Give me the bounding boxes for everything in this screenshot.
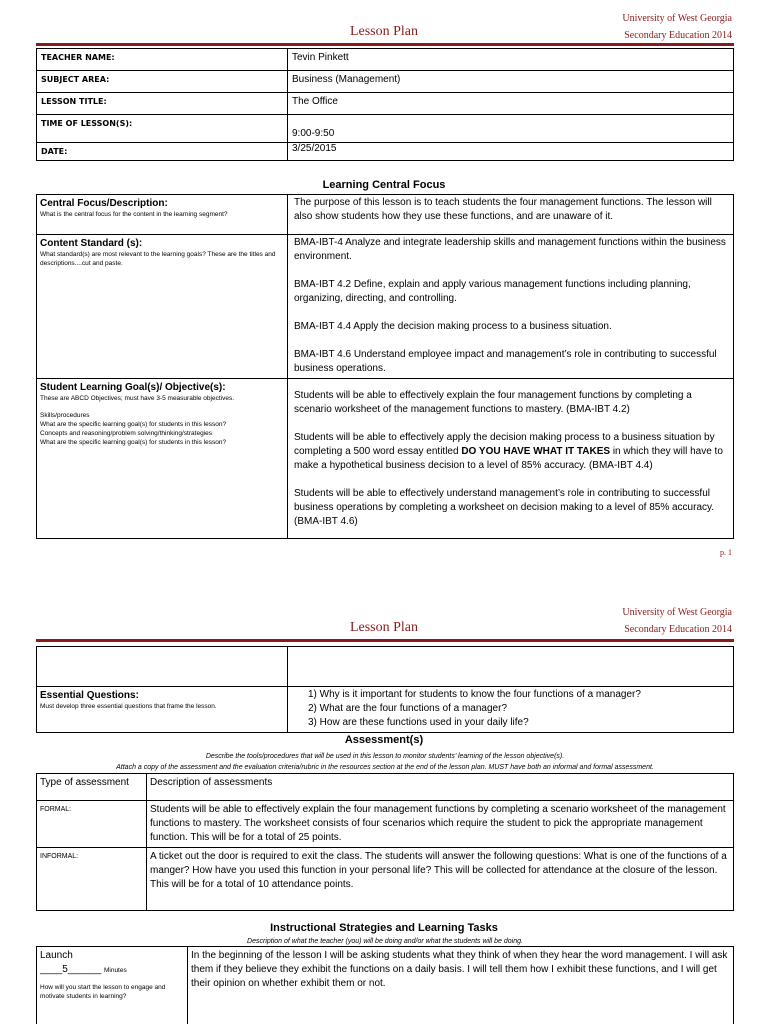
objectives-hint: These are ABCD Objectives; must have 3-5 measurable objectives.: [40, 395, 235, 402]
central-focus-label-cell: [37, 195, 288, 235]
university-name: University of West Georgia: [622, 607, 732, 618]
essential-questions-label-cell: [37, 687, 288, 733]
info-value: Tevin Pinkett: [288, 49, 734, 71]
empty-cell: [37, 647, 288, 687]
lesson-info-table: [36, 48, 734, 161]
central-focus-hint: What is the central focus for the content in the learning segment?: [40, 211, 228, 218]
instructional-heading: Instructional Strategies and Learning Tasks: [270, 922, 498, 934]
objective-paragraph: Students will be able to effectively explain the four management functions by completing a scenario worksheet of the management functions to mastery. (BMA-IBT 4.2): [294, 390, 692, 415]
header-rule: [36, 639, 734, 642]
info-row-title: [37, 93, 734, 115]
essential-questions-list-cell: [288, 687, 734, 733]
objectives-hint: What are the specific learning goal(s) for students in this lesson?: [40, 421, 227, 428]
info-row-teacher: [37, 49, 734, 71]
central-focus-text: The purpose of this lesson is to teach students the four management functions. The lesson will also show students how they use these functions, and are unaware of it.: [288, 195, 734, 235]
info-value: 3/25/2015: [288, 143, 734, 161]
standard-paragraph: BMA-IBT-4 Analyze and integrate leadership skills and management functions within the business environment.: [294, 237, 726, 262]
objectives-label: Student Learning Goal(s)/ Objective(s):: [40, 382, 226, 393]
objectives-hint: Concepts and reasoning/problem solving/thinking/strategies: [40, 430, 212, 437]
assessment-formal-label: FORMAL:: [37, 801, 147, 848]
launch-row: [37, 947, 734, 1024]
assessment-informal-text: A ticket out the door is required to exit the class. The students will answer the following questions: What is one of the functions of a manger? How have you used this function in your personal life? This will be collected for attendance at the closure of the lesson. This will be for a total of 10 attendance points.: [147, 848, 734, 911]
standard-paragraph: BMA-IBT 4.2 Define, explain and apply various management functions including planning, organizing, directing, and controlling.: [294, 279, 691, 304]
assessment-note: Attach a copy of the assessment and the evaluation criteria/rubric in the resources section at the end of the lesson plan. MUST have both an informal and formal assessment.: [116, 764, 654, 771]
assessment-heading: Assessment(s): [344, 734, 424, 746]
info-label: TIME OF LESSON(S):: [37, 115, 288, 143]
essential-questions-hint: Must develop three essential questions that frame the lesson.: [40, 703, 217, 710]
assessment-col-type: Type of assessment: [37, 774, 147, 801]
info-label: LESSON TITLE:: [37, 93, 288, 115]
content-standard-hint: What standard(s) are most relevant to the learning goals? These are the titles and descriptions....cut and paste.: [40, 251, 276, 267]
info-value: Business (Management): [288, 71, 734, 93]
document-title: Lesson Plan: [349, 620, 419, 635]
objectives-hint: Skills/procedures: [40, 412, 90, 419]
info-row-date: [37, 143, 734, 161]
assessment-informal-label: INFORMAL:: [37, 848, 147, 911]
content-standard-row: [37, 235, 734, 379]
objective-text: Students will be able to effectively apply the decision making process to a business situation by completing a 500 word essay entitled: [294, 432, 715, 457]
minutes-value: ____5______: [40, 964, 102, 975]
assessment-informal-row: [37, 848, 734, 911]
info-row-subject: [37, 71, 734, 93]
objectives-text: [288, 379, 734, 539]
essential-questions-label: Essential Questions:: [40, 690, 139, 701]
launch-label: Launch: [40, 950, 73, 961]
objective-text: in which they will have to make a hypothetical business decision to a level of 85% accuracy. (BMA-IBT 4.4): [294, 446, 723, 471]
empty-cell: [288, 647, 734, 687]
central-focus-heading: Learning Central Focus: [322, 179, 446, 191]
program-name: Secondary Education 2014: [624, 30, 732, 41]
assessment-formal-row: [37, 801, 734, 848]
central-focus-label: Central Focus/Description:: [40, 198, 168, 209]
content-standard-label: Content Standard (s):: [40, 238, 143, 249]
header-rule: [36, 43, 734, 46]
assessment-header-row: [37, 774, 734, 801]
program-name: Secondary Education 2014: [624, 624, 732, 635]
page-gap: [0, 580, 768, 592]
objectives-label-cell: [37, 379, 288, 539]
page-number: p. 1: [720, 548, 732, 557]
launch-text: In the beginning of the lesson I will be asking students what they think of when they hear the word management. I will ask them if they believe they exhibit the functions on a daily basis. I will tell them how I exhibit these functions, and I will get their opinion on whether exhibit them or not.: [188, 947, 734, 1024]
essential-questions-row: [37, 687, 734, 733]
assessment-col-description: Description of assessments: [147, 774, 734, 801]
essential-questions-table: [36, 646, 734, 733]
central-focus-table: [36, 194, 734, 539]
launch-label-cell: [37, 947, 188, 1024]
university-name: University of West Georgia: [622, 13, 732, 24]
essential-question: 1) Why is it important for students to know the four functions of a manager?: [308, 689, 641, 700]
instructional-table: [36, 946, 734, 1024]
page-2: [0, 592, 768, 1024]
essential-questions-list: [308, 688, 729, 730]
objectives-row: [37, 379, 734, 539]
content-standard-label-cell: [37, 235, 288, 379]
assessment-table: [36, 773, 734, 911]
assessment-formal-text: Students will be able to effectively explain the four management functions by completing a scenario worksheet of the management functions to mastery. The worksheet consists of four scenarios which require the student to pick the appropriate management function. This will be for a total of 25 points.: [147, 801, 734, 848]
central-focus-row: [37, 195, 734, 235]
info-label: DATE:: [37, 143, 288, 161]
objective-paragraph: [294, 431, 729, 473]
info-label: SUBJECT AREA:: [37, 71, 288, 93]
info-label: TEACHER NAME:: [37, 49, 288, 71]
content-standard-text: [288, 235, 734, 379]
launch-minutes: [40, 963, 184, 977]
info-row-time: [37, 115, 734, 143]
instructional-note: Description of what the teacher (you) will be doing and/or what the students will be doing.: [247, 938, 523, 945]
objective-paragraph: Students will be able to effectively understand management’s role in contributing to successful business operations by completing a worksheet on decision making to a level of 85% accuracy. (BMA-IBT 4.6): [294, 488, 715, 527]
standard-paragraph: BMA-IBT 4.6 Understand employee impact and management’s role in contributing to successful business operations.: [294, 349, 717, 374]
empty-row: [37, 647, 734, 687]
document-title: Lesson Plan: [349, 24, 419, 39]
info-value: 9:00-9:50: [288, 115, 734, 143]
essential-question: 3) How are these functions used in your daily life?: [308, 717, 529, 728]
essay-title: DO YOU HAVE WHAT IT TAKES: [461, 446, 611, 457]
standard-paragraph: BMA-IBT 4.4 Apply the decision making process to a business situation.: [294, 321, 612, 332]
info-value: The Office: [288, 93, 734, 115]
minutes-label: Minutes: [103, 967, 127, 974]
objectives-hint: What are the specific learning goal(s) for students in this lesson?: [40, 439, 227, 446]
essential-question: 2) What are the four functions of a manager?: [308, 703, 507, 714]
assessment-note: Describe the tools/procedures that will be used in this lesson to monitor students’ learning of the lesson objective(s).: [205, 753, 565, 760]
launch-hint: How will you start the lesson to engage and motivate students in learning?: [40, 984, 166, 1000]
